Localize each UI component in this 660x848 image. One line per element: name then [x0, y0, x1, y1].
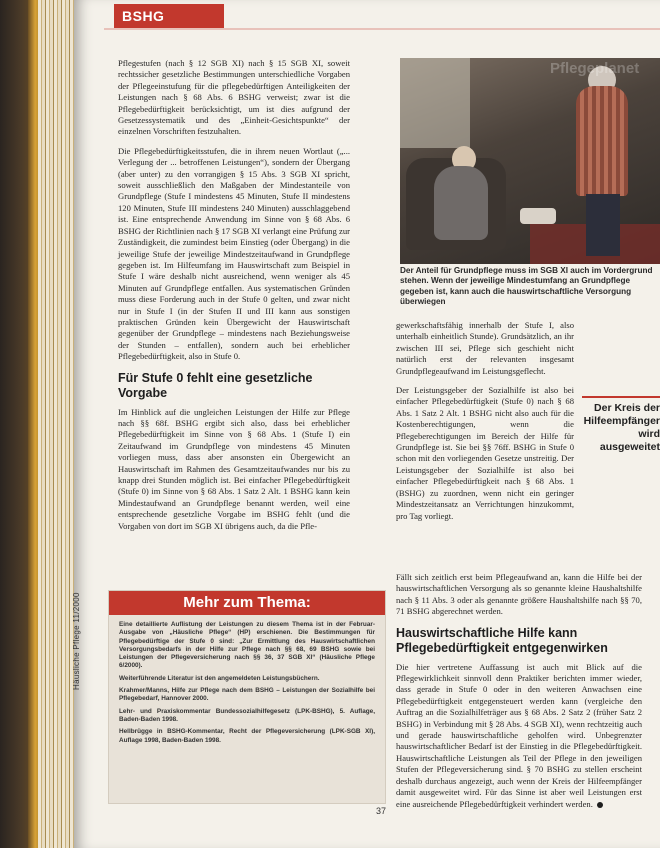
- info-box-title: Mehr zum Thema:: [109, 591, 385, 615]
- pull-quote-rule: [582, 396, 660, 398]
- article-photo: [400, 58, 660, 264]
- page-edges: [38, 0, 74, 848]
- left-paragraph-1: Pflegestufen (nach § 12 SGB XI) nach § 15 SGB XI, soweit rechtssicher gesetzliche Bestimmungen unterschiedliche Vorgaben der Pflegeeinstufung für die pflegebedürftigen Anteiligkeiten der Leistungen nach § 68 Abs. 6 BSHG verweist; zwar ist die Pflegebedürftigkeit berücksichtigt, um ist dies aufgrund der Gesetzessystematik und des „Einheit-Gesichtspunkte“ der einzelnen Vorschriften festzuhalten.: [118, 58, 350, 137]
- left-paragraph-3: Im Hinblick auf die ungleichen Leistungen der Hilfe zur Pflege nach §§ 68f. BSHG ergibt sich also, dass bei erheblicher Pflegebedürftigkeit im Sinne von § 68 Abs. 1 (Stufe I) ein Zeitaufwand im Grundpflege von mindestens 45 Minuten vorliegen muss, dass aber ansonsten ein Übergewicht an Hauswirtschaft im Rahmen des Gesamtzeitaufwandes nur bis zu knapp drei Stunden möglich ist. Bei einfacher Pflegebedürftigkeit (Stufe 0) im Sinne von § 68 Abs. 1 Satz 2 Alt. 1 BSHG kann kein Mindestaufwand an Grundpflege benannt werden, weil eine entsprechende gesetzliche Vorgabe im BSHG fehlt (und die Vorgaben von dort im SGB XI übrigens auch, da die Pfle-: [118, 406, 350, 531]
- right-paragraph-3: Fällt sich zeitlich erst beim Pflegeaufwand an, kann die Hilfe bei der hauswirtschaftlichen Versorgung als so genannte kleine Haushaltshilfe nach § 11 Abs. 3 oder als genannte größere Haushaltshilfe nach §§ 70, 71 BSHG abgerechnet werden.: [396, 572, 642, 617]
- right-paragraph-2: Der Leistungsgeber der Sozialhilfe ist also bei einfacher Pflegebedürftigkeit (Stufe 0) nach § 68 Abs. 1 Satz 2 Alt. 1 BSHG nicht also auch für die Kostenberechtigungen, wenn die Pflegeberechtigungen im Bereich der Hilfe für Grundpflege ist. Sie bei §§ 76ff. BSHG in Stufe 0 schon mit den vorliegenden Gesetze unstreitig. Der Leistungsgeber der Sozialhilfe ist also bei einfacher Pflegebedürftigkeit nach § 68 Abs. 1 (BSHG) zu zuordnen, wenn nicht ein geringer Mindestzeitansatz an Verrichtungen hinzukommt, pro Tag vorliegt.: [396, 385, 574, 521]
- info-box-entry: Lehr- und Praxiskommentar Bundessozialhilfegesetz (LPK-BSHG), 5. Auflage, Baden-Baden 1998.: [119, 707, 375, 723]
- right-paragraph-1: gewerkschaftsfähig innerhalb der Stufe I, also unterhalb einheitlich Stunde). Grundsätzlich, an ihr zwischen III sei, Pflege sich geschieht nicht natürlich erst der relevanten insgesamt Grundpflegeaufwand im Leistungsgeflecht.: [396, 320, 574, 376]
- issue-label: Häusliche Pflege 11/2000: [72, 592, 81, 690]
- photo-seated-person: [434, 166, 488, 240]
- pull-quote: [582, 396, 660, 454]
- photo-carer: [576, 86, 628, 196]
- right-column-lower: [396, 572, 642, 818]
- right-paragraph-4: [396, 662, 642, 810]
- page-number: 37: [376, 806, 387, 816]
- photo-window: [400, 58, 470, 148]
- info-box-entry: Weiterführende Literatur ist den angemeldeten Leistungsbüchern.: [119, 674, 320, 682]
- photo-vacuum-cleaner: [520, 208, 556, 224]
- pull-quote-text: Der Kreis der Hilfeempfänger wird ausgeweitet: [583, 402, 660, 453]
- info-box: [108, 590, 386, 804]
- section-heading-stufe-0: Für Stufe 0 fehlt eine gesetzliche Vorgabe: [118, 370, 313, 400]
- left-column: [118, 58, 350, 540]
- header-rule: [104, 28, 660, 30]
- photo-watermark: Pflegeplanet: [550, 60, 640, 77]
- info-box-entry: Eine detaillierte Auflistung der Leistungen zu diesem Thema ist in der Februar-Ausgabe von „Häusliche Pflege“ (HP) erschienen. Die Bestimmungen für Pflegebedürftige der Stufe 0 sind: „Zur Ermittlung des Hauswirtschaftlichen Versorgungsbedarfs in der Hilfe zur Pflege nach §§ 68, 69 BSHG sowie bei Leistungen der Pflegeversicherung nach §§ 36, 37 SGB XI“ (Häusliche Pflege 6/2000).: [119, 621, 375, 670]
- info-box-entry: Hellbrügge in BSHG-Kommentar, Recht der Pflegeversicherung (LPK-SGB XI), Auflage 1998, Baden-Baden 1998.: [119, 728, 375, 744]
- info-box-body: [109, 615, 385, 745]
- left-paragraph-2: Die Pflegebedürftigkeitsstufen, die in ihrem neuen Wortlaut („... Verlegung der ... betroffenen Leistungen“), sondern der Übergang (aber unter) zu den vorrangigen § 15 Abs. 3 SGB XI spricht, soweit ausschließlich den Maßgaben der Mindestanteile von Grundpflege (Stufe I mindestens 45 Minuten, Stufe II mindestens 120 Minuten, Stufe III mindestens 240 Minuten) ausschlaggebend ist. Eine entsprechende Anwendung im Sinne von § 68 Abs. 6 BSHG der Richtlinien nach § 17 SGB XI verlangt eine Prüfung zur Zuständigkeit, die zumindest beim Einstieg (oder Übergang) in die jeweilige Stufe der jeweilige Mindestzeitaufwand in Grundpflege gegeben ist. Im Hilfeumfang im Hauswirtschaft zum Beispiel in Stufe I wäre deshalb nicht ausreichend, wenn weniger als 45 Minuten auf Grundpflege entfallen. Aus systematischen Gründen muss diese Forderung auch in der Stufe 0 gelten, und zwar nicht nur in Stufe I (in der Stufen II und III kann aus sonstigen praktischen Gründen kein Übergewicht der Hauswirtschaft gegenüber der Grundpflege – mindestens nach Beziehungsweise der Stunden – entfallen), sondern auch bei erheblicher Pflegebedürftigkeit, also in Stufe 0.: [118, 145, 350, 362]
- section-heading-hauswirtschaft: Hauswirtschaftliche Hilfe kann Pflegebedürftigkeit entgegenwirken: [396, 625, 608, 655]
- photo-carer-legs: [586, 194, 620, 256]
- magazine-page: [74, 0, 660, 848]
- info-box-entry: Krahmer/Manns, Hilfe zur Pflege nach dem BSHG – Leistungen der Sozialhilfe bei Pflegebedarf, Hannover 2000.: [119, 687, 375, 703]
- right-paragraph-4-text: Die hier vertretene Auffassung ist auch mit Blick auf die Pflegewirklichkeit sinnvoll denn Praktiker berichten immer wieder, dass gerade in Stufe 0 oder in den weiteren Anwachsen eine Pflegebedürftigkeit entgegensteuert werden kann (vergleiche den Auftrag an die Sozialhilfeträger aus § 68 Abs. 2 Satz 2 (früher Satz 2 BSHG) in Verbindung mit § 28 Abs. 4 SGB XI), wenn rechtzeitig auch und gerade hauswirtschaftliche geholfen wird. Unbegrenzter hauswirtschaftlicher Bedarf ist der Einstieg in die Pflegebedürftigkeit. Hauswirtschaftliche Leistungen als Teil der Pflege in den jeweiligen Stufen der Pflegeversicherung sind. § 70 BSHG zu stellen erscheint deshalb durchaus angezeigt, auch wenn der Kreis der Hilfeempfänger damit ausgeweitet wird. Für das Sinne ist aber weil Leistungen erst eine ausreichende Pflegebedürftigkeit verhindert werden.: [396, 661, 642, 809]
- right-column: [396, 320, 574, 530]
- photo-caption: Der Anteil für Grundpflege muss im SGB XI auch im Vordergrund stehen. Wenn der jeweilige Mindestumfang an Grundpflege gegeben ist, kann auch die hauswirtschaftliche Versorgung überwiegen: [400, 266, 653, 307]
- article-end-marker: [597, 802, 603, 808]
- section-tab: BSHG: [114, 4, 224, 28]
